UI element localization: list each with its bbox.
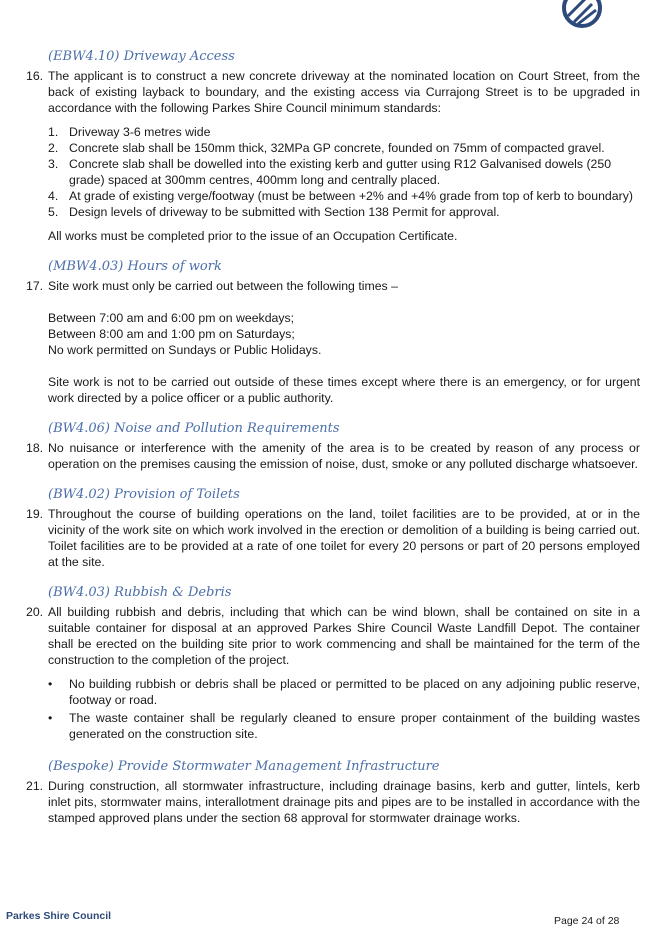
document-body: [26, 48, 640, 840]
footer-organisation: Parkes Shire Council: [6, 910, 112, 922]
bullet-list: [48, 676, 640, 742]
condition-21: [26, 758, 640, 826]
bullet-icon: •: [48, 711, 53, 725]
condition-number: 16.: [26, 69, 44, 83]
condition-number: 21.: [26, 779, 44, 793]
list-item: 4. At grade of existing verge/footway (must be between +2% and +4% grade from top of kerb to boundary): [48, 189, 633, 203]
list-item: 1. Driveway 3-6 metres wide: [48, 125, 211, 139]
condition-text: The applicant is to construct a new concrete driveway at the nominated location on Court Street, from the back of existing layback to boundary, and the existing access via Currajong Street is to be upgraded in accordance with the following Parkes Shire Council minimum standards:: [48, 69, 640, 115]
list-item: 2. Concrete slab shall be 150mm thick, 32MPa GP concrete, founded on 75mm of compacted gravel.: [48, 141, 605, 155]
condition-text: Throughout the course of building operations on the land, toilet facilities are to be provided, at or in the vicinity of the work site on which work involved in the erection or demolition of a building is being carried out. Toilet facilities are to be provided at a rate of one toilet for every 20 persons or part of 20 persons employed at the site.: [48, 507, 640, 569]
list-item: 3. Concrete slab shall be dowelled into the existing kerb and gutter using R12 Galvanised dowels (250 grade) spaced at 300mm centres, 400mm long and centrally placed.: [48, 157, 612, 187]
condition-text: During construction, all stormwater infrastructure, including drainage basins, kerb and gutter, lintels, kerb inlet pits, stormwater mains, interallotment drainage pits and pipes are to be installed in accordance with the stamped approved plans under the section 68 approval for stormwater drainage works.: [48, 779, 640, 825]
condition-heading: (Bespoke) Provide Stormwater Management Infrastructure: [48, 759, 440, 774]
condition-heading: (EBW4.10) Driveway Access: [48, 49, 235, 64]
list-item: • The waste container shall be regularly cleaned to ensure proper containment of the building wastes generated on the construction site.: [48, 711, 640, 741]
condition-number: 20.: [26, 605, 44, 619]
condition-number: 17.: [26, 279, 44, 293]
condition-number: 19.: [26, 507, 44, 521]
standards-list: [48, 124, 640, 220]
condition-text: All building rubbish and debris, including that which can be wind blown, shall be contained on site in a suitable container for disposal at an approved Parkes Shire Council Waste Landfill Depot. The container shall be erected on the building site prior to work commencing and shall be maintained for the term of the construction to the completion of the project.: [48, 605, 640, 667]
condition-text: No nuisance or interference with the amenity of the area is to be created by reason of any process or operation on the premises causing the emission of noise, dust, smoke or any polluted discharge whatsoever.: [48, 441, 640, 471]
condition-text: Site work must only be carried out between the following times –: [48, 279, 398, 293]
council-logo-icon: [556, 0, 608, 34]
condition-20: [26, 584, 640, 744]
condition-number: 18.: [26, 441, 44, 455]
condition-note: Site work is not to be carried out outside of these times except where there is an emergency, or for urgent work directed by a police officer or a public authority.: [48, 375, 640, 405]
condition-17: [26, 258, 640, 406]
condition-heading: (BW4.06) Noise and Pollution Requirements: [48, 421, 340, 436]
work-hours-line: No work permitted on Sundays or Public Holidays.: [48, 343, 322, 357]
condition-heading: (BW4.02) Provision of Toilets: [48, 487, 240, 502]
work-hours-line: Between 8:00 am and 1:00 pm on Saturdays;: [48, 327, 295, 341]
condition-heading: (BW4.03) Rubbish & Debris: [48, 585, 232, 600]
condition-16: [26, 48, 640, 244]
bullet-icon: •: [48, 677, 53, 691]
condition-heading: (MBW4.03) Hours of work: [48, 259, 222, 274]
work-hours-line: Between 7:00 am and 6:00 pm on weekdays;: [48, 311, 295, 325]
condition-note: All works must be completed prior to the issue of an Occupation Certificate.: [48, 229, 458, 243]
list-item: • No building rubbish or debris shall be placed or permitted to be placed on any adjoining public reserve, footway or road.: [48, 677, 640, 707]
condition-19: [26, 486, 640, 570]
list-item: 5. Design levels of driveway to be submitted with Section 138 Permit for approval.: [48, 205, 500, 219]
condition-18: [26, 420, 640, 472]
page-number: Page 24 of 28: [554, 915, 620, 927]
